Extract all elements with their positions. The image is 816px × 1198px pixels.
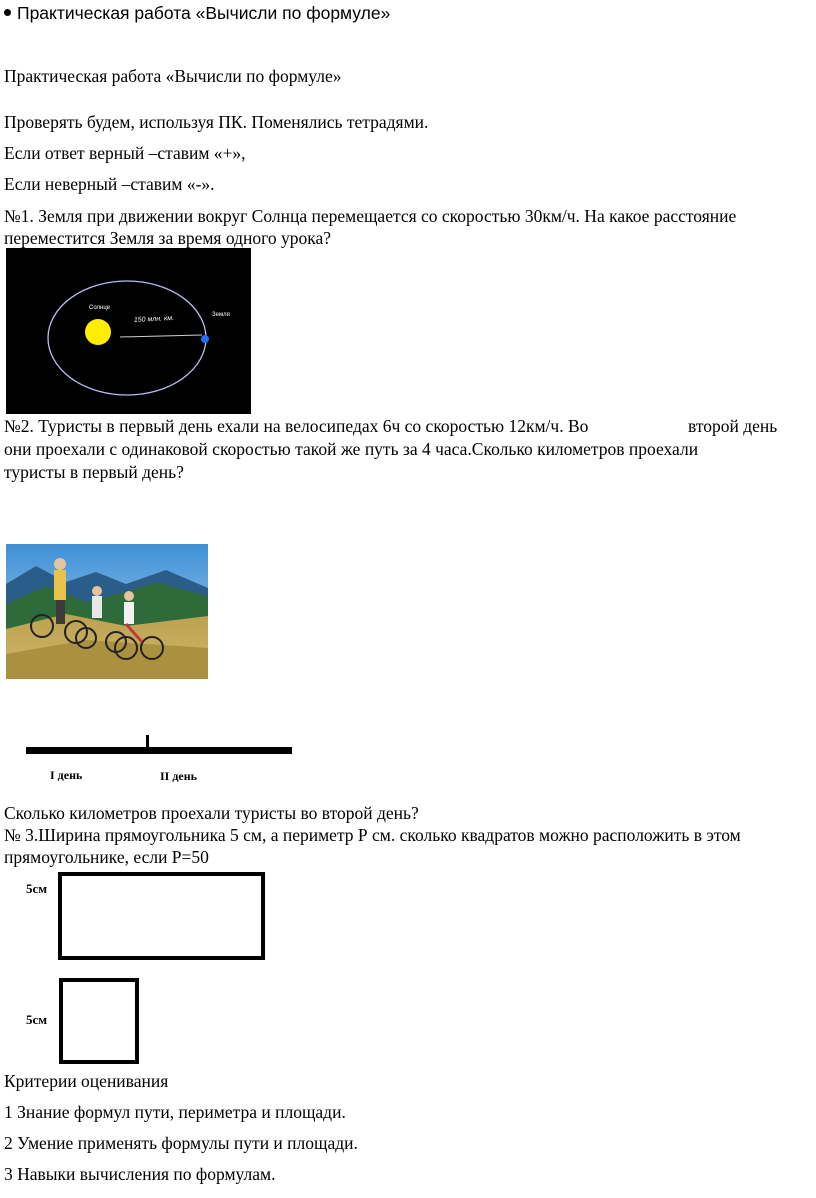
day1-label: I день [50, 768, 83, 782]
task1-line-2: переместится Земля за время одного урока? [4, 228, 332, 248]
task2-line-3: туристы в первый день? [4, 462, 184, 482]
bullet-icon [4, 9, 11, 16]
task3-line-1: № 3.Ширина прямоугольника 5 см, а периметр Р см. сколько квадратов можно расположить в этом [4, 825, 741, 845]
square-side-label: 5см [26, 1012, 48, 1027]
criteria-title: Критерии оценивания [4, 1071, 169, 1091]
square-shape [59, 978, 139, 1064]
task2-line-2: они проехали с одинаковой скоростью такой же путь за 4 часа.Сколько километров проехали [4, 439, 699, 459]
diagram-midpoint-mark [146, 735, 149, 749]
bullet-title-text: Практическая работа «Вычисли по формуле» [17, 3, 391, 23]
sun-icon [85, 319, 111, 345]
task2-line-1b: второй день [688, 416, 778, 436]
criteria-item: 3 Навыки вычисления по формулам. [4, 1164, 276, 1184]
sun-label: Солнце [89, 305, 111, 311]
diagram-line [26, 747, 292, 754]
document-title: Практическая работа «Вычисли по формуле» [4, 66, 342, 86]
rectangle-shape [58, 872, 265, 960]
task1-line-1: №1. Земля при движении вокруг Солнца перемещается со скоростью 30км/ч. На какое расстояние [4, 206, 737, 226]
intro-line-1: Проверять будем, используя ПК. Поменялись тетрадями. [4, 112, 429, 132]
distance-label: 150 млн. км. [133, 314, 175, 324]
task3-line-2: прямоугольнике, если Р=50 [4, 847, 209, 867]
task2-line-1a: №2. Туристы в первый день ехали на велосипедах 6ч со скоростью 12км/ч. Во [4, 416, 589, 436]
task2-question-2: Сколько километров проехали туристы во второй день? [4, 803, 419, 823]
cyclists-photo [6, 544, 208, 679]
rectangle-width-label: 5см [26, 881, 48, 896]
distance-diagram [26, 735, 292, 745]
criteria-item: 2 Умение применять формулы пути и площади. [4, 1133, 358, 1153]
orbit-figure [6, 248, 251, 414]
day2-label: II день [160, 769, 197, 783]
earth-icon [201, 335, 209, 343]
criteria-item: 1 Знание формул пути, периметра и площади. [4, 1102, 346, 1122]
bullet-title [4, 2, 390, 24]
earth-label: Земля [212, 312, 230, 318]
intro-line-3: Если неверный –ставим «-». [4, 174, 215, 194]
intro-line-2: Если ответ верный –ставим «+», [4, 143, 246, 163]
